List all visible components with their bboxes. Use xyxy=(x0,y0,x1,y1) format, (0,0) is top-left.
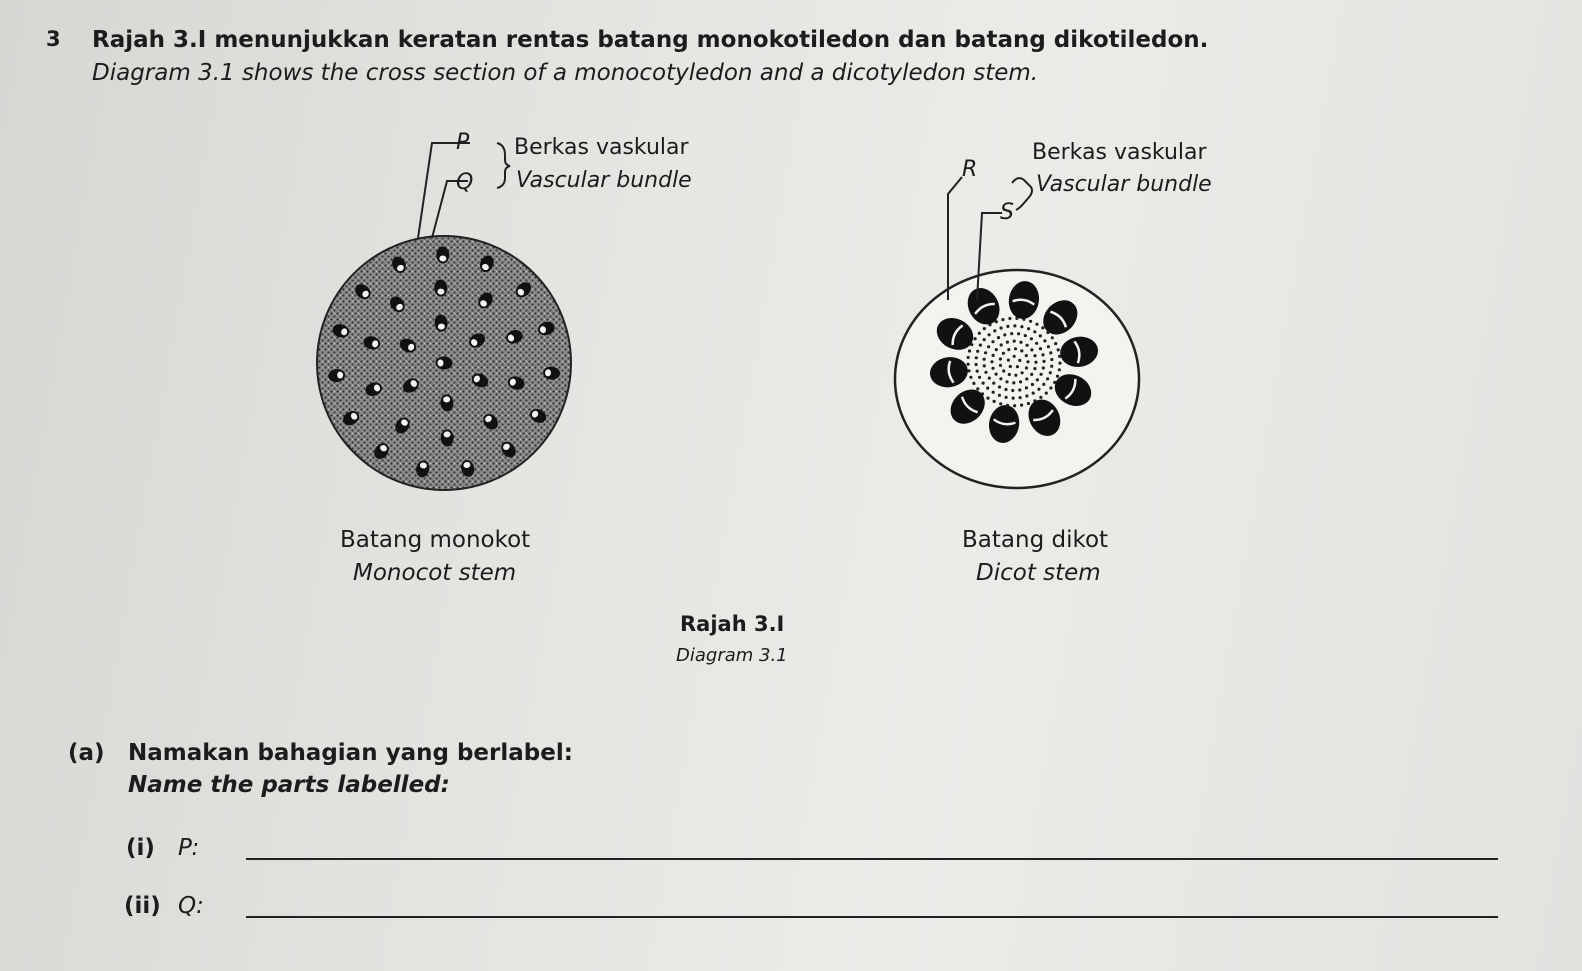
pith-dot xyxy=(1012,381,1015,384)
pith-dot xyxy=(1047,345,1050,348)
monocot-stem xyxy=(317,143,571,490)
pith-dot xyxy=(1005,380,1008,383)
pith-dot xyxy=(967,363,970,366)
pith-dot xyxy=(988,333,991,336)
pith-dot xyxy=(1002,352,1005,355)
pith-dot xyxy=(1051,336,1054,339)
pith-dot xyxy=(1058,368,1061,371)
pith-dot xyxy=(1039,396,1042,399)
pith-dot xyxy=(1014,374,1017,377)
pith-dot xyxy=(999,377,1002,380)
pith-dot xyxy=(999,402,1002,405)
pith-dot xyxy=(1049,351,1052,354)
pith-dot xyxy=(1037,388,1040,391)
label-q: Q xyxy=(456,170,474,195)
label-p: P xyxy=(456,130,470,155)
pith-dot xyxy=(1039,347,1042,350)
part-a-marker: (a) xyxy=(68,740,105,766)
pith-dot xyxy=(992,354,995,357)
question-text-english: Diagram 3.1 shows the cross section of a monocotyledon and a dicotyledon stem. xyxy=(92,60,1039,86)
pith-dot xyxy=(978,376,981,379)
pith-dot xyxy=(1033,367,1036,370)
item-i-number: (i) xyxy=(126,835,155,861)
pith-dot xyxy=(1050,365,1053,368)
part-a-prompt-malay: Namakan bahagian yang berlabel: xyxy=(128,740,573,766)
pith-dot xyxy=(992,382,995,385)
pith-dot xyxy=(1043,339,1046,342)
pith-dot xyxy=(1033,330,1036,333)
question-text-malay: Rajah 3.I menunjukkan keratan rentas batang monokotiledon dan batang dikotiledon. xyxy=(92,27,1209,53)
pith-dot xyxy=(1006,341,1009,344)
part-a-prompt-english: Name the parts labelled: xyxy=(128,772,450,798)
pith-dot xyxy=(1019,380,1022,383)
pith-dot xyxy=(1030,337,1033,340)
pith-dot xyxy=(1021,371,1024,374)
pith-dot xyxy=(1029,320,1032,323)
pith-dot xyxy=(997,336,1000,339)
dicot-bundle-label-english: Vascular bundle xyxy=(1036,172,1212,197)
pith-dot xyxy=(1030,373,1033,376)
pith-dot xyxy=(1042,360,1045,363)
pith-dot xyxy=(999,364,1002,367)
pith-dot xyxy=(1008,373,1011,376)
brace-monocot xyxy=(497,143,510,188)
pith-dot xyxy=(1007,348,1010,351)
item-ii-letter: Q: xyxy=(178,893,204,919)
pith-dot xyxy=(1019,341,1022,344)
dicot-bundle-label-malay: Berkas vaskular xyxy=(1032,140,1207,165)
pith-dot xyxy=(1050,358,1053,361)
item-ii-number: (ii) xyxy=(124,893,161,919)
monocot-bundle xyxy=(436,357,453,370)
pith-dot xyxy=(972,382,975,385)
pith-dot xyxy=(1007,359,1010,362)
item-i-letter: P: xyxy=(178,835,200,861)
pith-dot xyxy=(992,391,995,394)
pith-dot xyxy=(982,382,985,385)
pith-dot xyxy=(979,344,982,347)
pith-dot xyxy=(1049,371,1052,374)
pith-dot xyxy=(1000,326,1003,329)
pith-dot xyxy=(995,348,998,351)
pith-dot xyxy=(968,349,971,352)
monocot-caption-malay: Batang monokot xyxy=(340,527,531,553)
pith-dot xyxy=(1049,386,1052,389)
pith-dot xyxy=(984,371,987,374)
pith-dot xyxy=(1054,342,1057,345)
diagram-title-english: Diagram 3.1 xyxy=(676,645,788,666)
pith-dot xyxy=(976,350,979,353)
dicot-stem xyxy=(895,177,1139,488)
pith-dot xyxy=(1008,317,1011,320)
dicot-caption-english: Dicot stem xyxy=(976,560,1101,586)
pith-dot xyxy=(1025,377,1028,380)
monocot-caption-english: Monocot stem xyxy=(353,560,517,586)
pith-dot xyxy=(1016,365,1019,368)
pith-dot xyxy=(988,377,991,380)
pith-dot xyxy=(1039,334,1042,337)
pith-dot xyxy=(1025,366,1028,369)
pith-dot xyxy=(1058,362,1061,365)
pith-dot xyxy=(1031,383,1034,386)
pith-dot xyxy=(987,345,990,348)
pith-dot xyxy=(1025,386,1028,389)
pith-dot xyxy=(1035,342,1038,345)
pith-dot xyxy=(990,360,993,363)
pith-dot xyxy=(1003,333,1006,336)
pith-dot xyxy=(983,358,986,361)
pith-dot xyxy=(993,400,996,403)
pith-dot xyxy=(1011,389,1014,392)
pith-dot xyxy=(1013,324,1016,327)
pith-dot xyxy=(1032,392,1035,395)
question-number: 3 xyxy=(46,27,61,51)
pith-dot xyxy=(1019,396,1022,399)
pith-dot xyxy=(984,351,987,354)
pith-dot xyxy=(975,356,978,359)
pith-dot xyxy=(1046,377,1049,380)
pith-dot xyxy=(1000,343,1003,346)
pith-dot xyxy=(998,385,1001,388)
label-s: S xyxy=(1000,200,1014,225)
answer-line-p[interactable] xyxy=(246,858,1498,860)
pith-dot xyxy=(976,387,979,390)
pith-dot xyxy=(986,397,989,400)
pith-dot xyxy=(1025,394,1028,397)
pith-dot xyxy=(1020,349,1023,352)
pith-dot xyxy=(1026,360,1029,363)
pith-dot xyxy=(1013,355,1016,358)
monocot-bundle-label-malay: Berkas vaskular xyxy=(514,135,689,160)
pith-dot xyxy=(1006,325,1009,328)
pith-dot xyxy=(1017,332,1020,335)
pith-dot xyxy=(991,340,994,343)
pith-dot xyxy=(1018,359,1021,362)
pith-dot xyxy=(995,373,998,376)
pith-dot xyxy=(1020,325,1023,328)
pith-dot xyxy=(1004,388,1007,391)
pith-dot xyxy=(983,327,986,330)
pith-dot xyxy=(967,356,970,359)
pith-dot xyxy=(969,376,972,379)
pith-dot xyxy=(993,329,996,332)
answer-line-q[interactable] xyxy=(246,916,1498,918)
pith-dot xyxy=(1026,344,1029,347)
pith-dot xyxy=(1009,365,1012,368)
pith-dot xyxy=(1020,404,1023,407)
pith-dot xyxy=(983,338,986,341)
label-r: R xyxy=(962,157,978,182)
pith-dot xyxy=(1056,375,1059,378)
pith-dot xyxy=(1002,369,1005,372)
pith-dot xyxy=(1035,323,1038,326)
pith-dot xyxy=(1027,327,1030,330)
pith-dot xyxy=(1013,404,1016,407)
pith-dot xyxy=(967,369,970,372)
pith-dot xyxy=(1034,361,1037,364)
pith-dot xyxy=(1013,340,1016,343)
pith-dot xyxy=(1057,348,1060,351)
pith-dot xyxy=(1030,348,1033,351)
pith-dot xyxy=(1041,326,1044,329)
pith-dot xyxy=(1040,373,1043,376)
pith-dot xyxy=(1025,354,1028,357)
pith-dot xyxy=(991,367,994,370)
pith-dot xyxy=(998,394,1001,397)
pith-dot xyxy=(1001,318,1004,321)
pith-dot xyxy=(1014,347,1017,350)
monocot-bundle-label-english: Vascular bundle xyxy=(516,168,692,193)
pith-dot xyxy=(1036,378,1039,381)
pith-dot xyxy=(978,332,981,335)
pith-dot xyxy=(1005,396,1008,399)
pith-dot xyxy=(986,387,989,390)
pith-dot xyxy=(999,357,1002,360)
pith-dot xyxy=(1012,397,1015,400)
pith-dot xyxy=(1010,332,1013,335)
pith-dot xyxy=(1018,388,1021,391)
pith-dot xyxy=(1027,402,1030,405)
diagram-title-malay: Rajah 3.I xyxy=(680,612,785,636)
pith-dot xyxy=(1045,392,1048,395)
pith-dot xyxy=(1041,353,1044,356)
pith-dot xyxy=(975,363,978,366)
pith-dot xyxy=(983,364,986,367)
pith-dot xyxy=(976,370,979,373)
pith-dot xyxy=(1042,366,1045,369)
pith-dot xyxy=(1042,383,1045,386)
dicot-caption-malay: Batang dikot xyxy=(962,527,1109,553)
pith-dot xyxy=(1024,334,1027,337)
pith-dot xyxy=(1033,354,1036,357)
pith-dot xyxy=(974,337,977,340)
brace-dicot xyxy=(1012,178,1032,210)
